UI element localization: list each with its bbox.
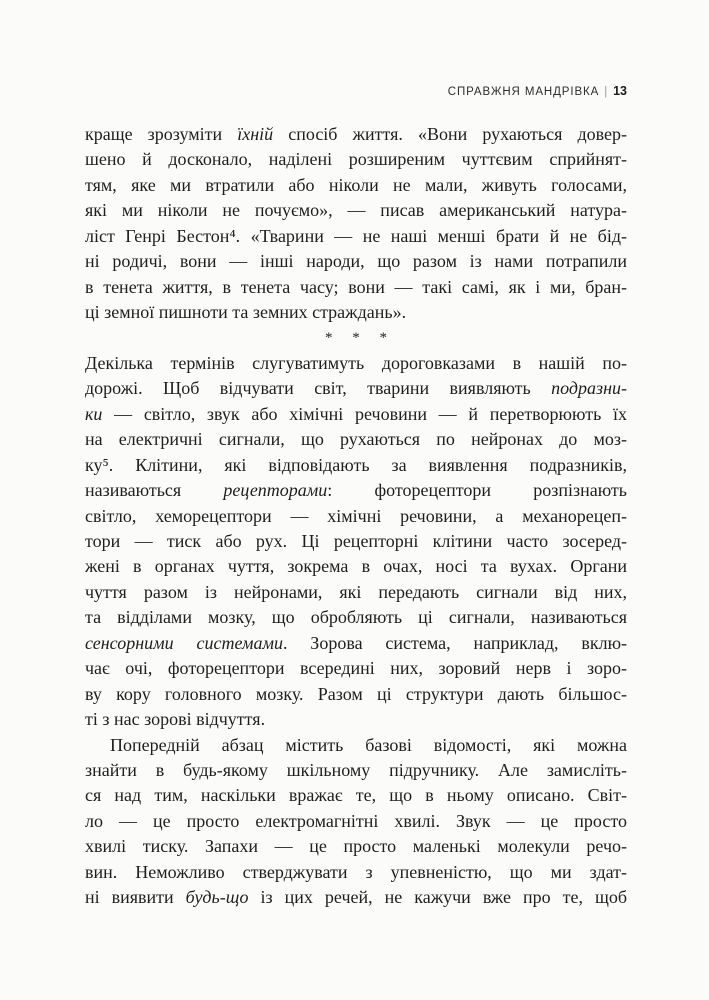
text-line: тям, яке ми втратили або ніколи не мали, живуть голосами,: [85, 174, 627, 195]
running-head: [448, 84, 627, 98]
text-line: на електричні сигнали, що рухаються по нейронах до моз-: [85, 429, 627, 450]
page-body: [85, 122, 627, 911]
text-line: знайти в будь-якому шкільному підручнику. Але замисліть-: [85, 759, 627, 780]
text-line: ку⁵. Клітини, які відповідають за виявлення подразників,: [85, 454, 627, 475]
text-line: сенсорними системами. Зорова система, наприклад, вклю-: [85, 632, 627, 653]
text-line: ся над тим, наскільки вражає те, що в ньому описано. Світ-: [85, 785, 627, 806]
text-line: хвилі тиску. Запахи — це просто маленькі молекули речо-: [85, 836, 627, 857]
text-line: та відділами мозку, що обробляють ці сигнали, називаються: [85, 607, 627, 628]
text-line: ні виявити будь-що із цих речей, не кажучи вже про те, щоб: [85, 887, 627, 908]
header-divider: |: [604, 86, 609, 98]
paragraph: [85, 122, 627, 326]
text-line: які ми ніколи не почуємо», — писав американський натура-: [85, 200, 627, 221]
text-line: жені в органах чуття, зокрема в очах, носі та вухах. Органи: [85, 556, 627, 577]
text-line: називаються рецепторами: фоторецептори розпізнають: [85, 480, 627, 501]
text-line: тори — тиск або рух. Ці рецепторні клітини часто зосеред-: [85, 531, 627, 551]
text-line: краще зрозуміти їхній спосіб життя. «Вони рухаються довер-: [85, 124, 627, 144]
text-line: в тенета життя, в тенета часу; вони — такі самі, як і ми, бран-: [85, 276, 627, 297]
chapter-title: СПРАВЖНЯ МАНДРІВКА: [447, 86, 600, 98]
text-line: Декілька термінів слугуватимуть дороговказами в нашій по-: [85, 352, 627, 373]
section-separator: * * *: [325, 329, 395, 346]
text-line: ліст Генрі Бестон⁴. «Тварини — не наші менші брати й не бід-: [85, 225, 627, 246]
text-line: дорожі. Щоб відчувати світ, тварини виявляють подразни-: [85, 378, 627, 399]
paragraph: [85, 733, 627, 911]
text-line: ці земної пишноти та земних страждань».: [85, 302, 407, 323]
text-line: чає очі, фоторецептори всередині них, зоровий нерв і зоро-: [85, 658, 627, 679]
page-number: 13: [613, 84, 627, 98]
text-line: ті з нас зорові відчуття.: [85, 709, 266, 730]
paragraph: [85, 351, 627, 733]
text-line: ло — це просто електромагнітні хвилі. Звук — це просто: [85, 810, 627, 831]
text-line: вин. Неможливо стверджувати з упевненістю, що ми здат-: [85, 861, 627, 882]
text-line: чуття разом із нейронами, які передають сигнали від них,: [85, 581, 627, 602]
text-line: Попередній абзац містить базові відомості, які можна: [110, 734, 627, 755]
text-line: шено й досконало, наділені розширеним чуттєвим сприйнят-: [85, 149, 627, 170]
text-line: ки — світло, звук або хімічні речовини — й перетворюють їх: [85, 403, 627, 424]
text-line: ву кору головного мозку. Разом ці структури дають більшос-: [85, 683, 627, 704]
text-line: ні родичі, вони — інші народи, що разом із нами потрапили: [85, 251, 627, 272]
text-line: світло, хеморецептори — хімічні речовини, а механорецеп-: [85, 505, 627, 526]
